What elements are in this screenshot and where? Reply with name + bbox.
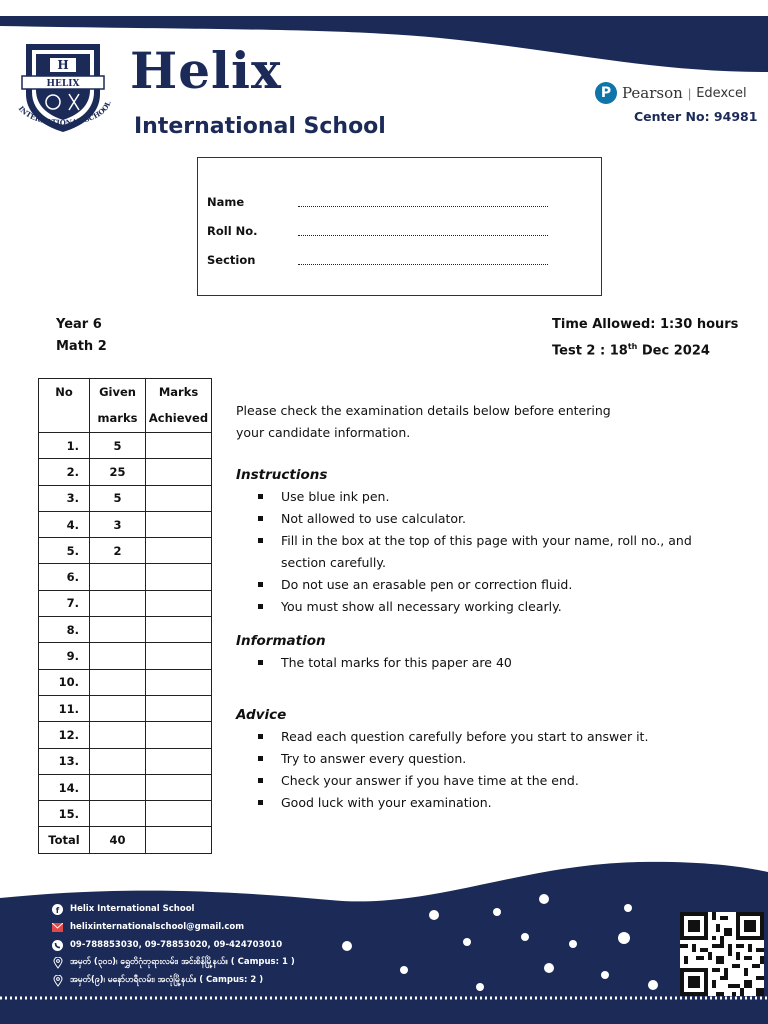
svg-text:H: H — [57, 58, 69, 72]
pearson-separator: | — [687, 85, 692, 101]
qr-code-icon[interactable] — [680, 912, 764, 996]
mail-icon — [52, 922, 63, 933]
question-number: 3. — [39, 485, 90, 511]
table-row — [39, 485, 212, 511]
campus-1-row — [52, 954, 295, 972]
center-number: Center No: 94981 — [634, 109, 758, 124]
question-number: 1. — [39, 433, 90, 459]
marks-achieved-cell[interactable] — [146, 801, 212, 827]
question-number: 13. — [39, 748, 90, 774]
svg-text:f: f — [55, 905, 60, 915]
section-dotted-line[interactable] — [298, 256, 548, 265]
information-list — [258, 652, 736, 674]
campus-1-text: အမှတ် (၃၀၁)၊ ရွှေတိဂုံဘုရားလမ်း၊ အင်းစိန်မြို့နယ်။ ( Campus: 1 ) — [70, 957, 295, 967]
marks-achieved-cell[interactable] — [146, 617, 212, 643]
table-row — [39, 774, 212, 800]
table-row — [39, 748, 212, 774]
advice-item: Read each question carefully before you start to answer it. — [258, 726, 736, 748]
facebook-icon — [52, 904, 63, 915]
school-crest-logo — [8, 34, 118, 138]
table-row — [39, 669, 212, 695]
question-number: 8. — [39, 617, 90, 643]
campus-2-row — [52, 972, 295, 990]
instruction-item: You must show all necessary working clearly. — [258, 596, 736, 618]
table-row — [39, 617, 212, 643]
given-marks: 2 — [90, 538, 146, 564]
marks-achieved-cell[interactable] — [146, 433, 212, 459]
roll-no-dotted-line[interactable] — [298, 227, 548, 236]
given-marks: 3 — [90, 511, 146, 537]
advice-item: Try to answer every question. — [258, 748, 736, 770]
test-date-suffix: Dec 2024 — [637, 343, 710, 359]
table-row — [39, 801, 212, 827]
section-field[interactable] — [207, 253, 548, 267]
name-dotted-line[interactable] — [298, 198, 548, 207]
name-label: Name — [207, 195, 245, 209]
marks-achieved-cell[interactable] — [146, 695, 212, 721]
test-date-sup: th — [627, 342, 638, 351]
instruction-item: Fill in the box at the top of this page with your name, roll no., and section carefully. — [258, 530, 736, 574]
exam-meta-right — [552, 314, 738, 362]
roll-no-label: Roll No. — [207, 224, 258, 238]
location-pin-icon — [52, 976, 63, 987]
given-marks — [90, 801, 146, 827]
roll-no-field[interactable] — [207, 224, 548, 238]
instructions-content — [236, 400, 736, 814]
given-marks — [90, 695, 146, 721]
given-marks — [90, 643, 146, 669]
given-marks — [90, 722, 146, 748]
table-row — [39, 564, 212, 590]
marks-achieved-cell[interactable] — [146, 669, 212, 695]
marks-achieved-cell[interactable] — [146, 643, 212, 669]
total-label: Total — [39, 827, 90, 853]
marks-achieved-cell[interactable] — [146, 564, 212, 590]
facebook-text: Helix International School — [70, 904, 195, 914]
email-text: helixinternationalschool@gmail.com — [70, 922, 245, 932]
instruction-item: Not allowed to use calculator. — [258, 508, 736, 530]
intro-text — [236, 400, 736, 444]
table-row — [39, 459, 212, 485]
marks-achieved-cell[interactable] — [146, 748, 212, 774]
school-subtitle: International School — [134, 114, 386, 139]
table-row — [39, 511, 212, 537]
advice-list — [258, 726, 736, 814]
given-marks: 5 — [90, 485, 146, 511]
intro-line-1: Please check the examination details below before entering — [236, 403, 611, 418]
marks-achieved-cell[interactable] — [146, 459, 212, 485]
question-number: 9. — [39, 643, 90, 669]
total-given: 40 — [90, 827, 146, 853]
phone-text: 09-788853030, 09-78853020, 09-424703010 — [70, 940, 283, 950]
phone-icon — [52, 940, 63, 951]
subject-label: Math 2 — [56, 339, 107, 354]
test-date-prefix: Test 2 : 18 — [552, 343, 628, 359]
advice-item: Good luck with your examination. — [258, 792, 736, 814]
advice-title: Advice — [236, 707, 287, 723]
marks-achieved-cell[interactable] — [146, 538, 212, 564]
location-pin-icon — [52, 958, 63, 969]
given-marks — [90, 590, 146, 616]
school-name: Helix — [130, 41, 282, 100]
pearson-logo-icon: P — [595, 82, 617, 104]
instruction-item: Use blue ink pen. — [258, 486, 736, 508]
pearson-edexcel-brand — [595, 82, 747, 104]
question-number: 15. — [39, 801, 90, 827]
marks-achieved-cell[interactable] — [146, 722, 212, 748]
table-row — [39, 433, 212, 459]
question-number: 2. — [39, 459, 90, 485]
test-date — [552, 336, 738, 362]
given-marks: 5 — [90, 433, 146, 459]
marks-achieved-cell[interactable] — [146, 511, 212, 537]
question-number: 4. — [39, 511, 90, 537]
advice-item: Check your answer if you have time at the end. — [258, 770, 736, 792]
table-row — [39, 590, 212, 616]
information-title: Information — [236, 633, 326, 649]
given-marks — [90, 774, 146, 800]
facebook-row[interactable] — [52, 900, 295, 918]
table-header-row — [39, 379, 212, 433]
question-number: 14. — [39, 774, 90, 800]
question-number: 11. — [39, 695, 90, 721]
pearson-name: Pearson — [622, 84, 683, 102]
given-marks — [90, 748, 146, 774]
question-number: 12. — [39, 722, 90, 748]
given-marks — [90, 564, 146, 590]
footer-contact-info — [52, 900, 295, 990]
marks-achieved-cell[interactable] — [146, 590, 212, 616]
table-row — [39, 695, 212, 721]
marks-achieved-cell[interactable] — [146, 485, 212, 511]
intro-line-2: your candidate information. — [236, 425, 411, 440]
table-row — [39, 643, 212, 669]
section-label: Section — [207, 253, 256, 267]
time-allowed: Time Allowed: 1:30 hours — [552, 317, 739, 332]
given-marks — [90, 617, 146, 643]
header-given-marks: Given marks — [90, 379, 146, 433]
name-field[interactable] — [207, 195, 548, 209]
year-label: Year 6 — [56, 317, 102, 332]
header-marks-achieved: Marks Achieved — [146, 379, 212, 433]
given-marks: 25 — [90, 459, 146, 485]
information-item: The total marks for this paper are 40 — [258, 652, 736, 674]
candidate-info-box — [197, 157, 602, 296]
question-number: 5. — [39, 538, 90, 564]
marks-achieved-cell[interactable] — [146, 774, 212, 800]
instructions-list — [258, 486, 736, 618]
exam-meta-left — [56, 314, 107, 358]
edexcel-name: Edexcel — [696, 85, 747, 101]
question-number: 6. — [39, 564, 90, 590]
instruction-item: Do not use an erasable pen or correction fluid. — [258, 574, 736, 596]
table-row — [39, 538, 212, 564]
instructions-title: Instructions — [236, 467, 328, 483]
question-number: 7. — [39, 590, 90, 616]
logo-banner-text: HELIX — [46, 79, 80, 89]
marks-table — [38, 378, 212, 854]
table-row — [39, 722, 212, 748]
email-row[interactable] — [52, 918, 295, 936]
campus-2-text: အမှတ်(၉)၊ မနော်ဟရီလမ်း၊ အလုံမြို့နယ်။ ( Campus: 2 ) — [70, 975, 264, 985]
phone-row[interactable] — [52, 936, 295, 954]
header-no: No — [39, 379, 90, 433]
question-number: 10. — [39, 669, 90, 695]
logo-arc-text: INTERNATIONAL SCHOOL — [16, 99, 113, 128]
given-marks — [90, 669, 146, 695]
